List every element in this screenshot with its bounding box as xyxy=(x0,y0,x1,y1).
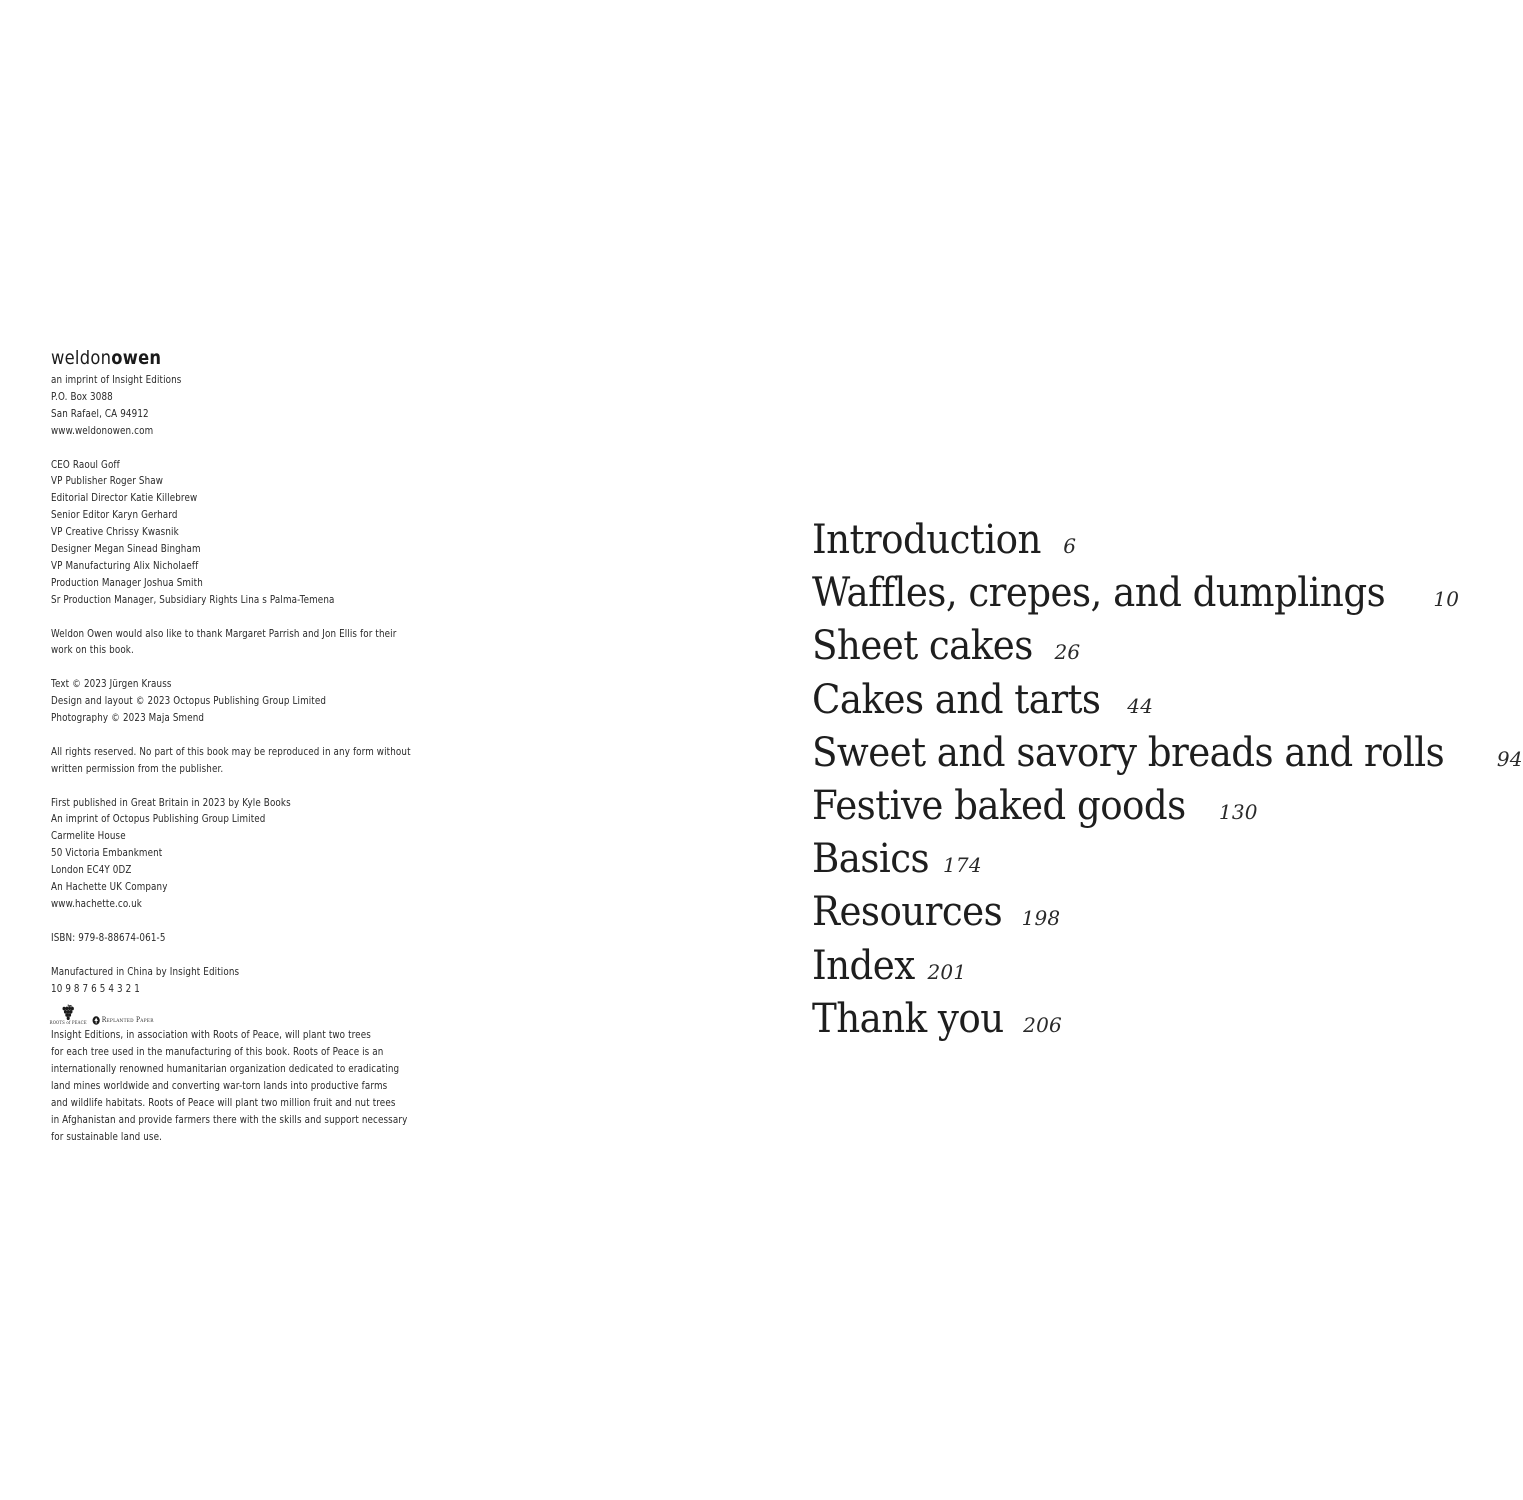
toc-entry-thank-you xyxy=(812,990,1523,1043)
first-published-line: 50 Victoria Embankment xyxy=(51,848,163,860)
toc-page-number: 26 xyxy=(1054,640,1081,665)
note-line: and wildlife habitats. Roots of Peace will plant two million fruit and nut trees xyxy=(51,1098,396,1110)
toc-page-number: 130 xyxy=(1218,799,1258,824)
toc-page-number: 44 xyxy=(1127,693,1154,718)
credit-line: VP Creative Chrissy Kwasnik xyxy=(51,527,179,539)
rights-line: written permission from the publisher. xyxy=(51,763,224,775)
first-published-line: www.hachette.co.uk xyxy=(51,899,142,911)
toc-page-number: 198 xyxy=(1021,906,1061,931)
copyright-line: Photography © 2023 Maja Smend xyxy=(51,713,205,725)
credit-line: CEO Raoul Goff xyxy=(51,459,120,471)
toc-page-number: 94 xyxy=(1496,746,1523,771)
toc-title: Resources xyxy=(812,889,1003,936)
spacer xyxy=(51,441,395,458)
publisher-logo xyxy=(51,346,395,370)
toc-entry-resources xyxy=(812,883,1523,936)
roots-of-peace-label: ROOTS of PEACE xyxy=(49,1021,87,1027)
note-line: for each tree used in the manufacturing of this book. Roots of Peace is an xyxy=(51,1047,384,1059)
toc-title: Sweet and savory breads and rolls xyxy=(812,729,1445,776)
note-line: land mines worldwide and converting war-torn lands into productive farms xyxy=(51,1081,388,1093)
credit-line: VP Manufacturing Alix Nicholaeff xyxy=(51,560,199,572)
credits-list xyxy=(51,458,395,610)
address-line: P.O. Box 3088 xyxy=(51,391,113,403)
grape-cluster-icon xyxy=(61,1004,75,1021)
toc-title: Index xyxy=(812,942,915,989)
first-published-line: First published in Great Britain in 2023 by Kyle Books xyxy=(51,797,291,809)
publisher-address xyxy=(51,373,395,441)
spacer xyxy=(51,948,395,965)
roots-of-peace-note xyxy=(51,1028,408,1146)
partner-logos xyxy=(51,1002,395,1028)
spacer xyxy=(51,660,395,677)
copyright-page xyxy=(49,346,411,1147)
copyright-line: Text © 2023 Jürgen Krauss xyxy=(51,679,172,691)
toc-entry-waffles xyxy=(812,564,1523,617)
printing-number-line: 10 9 8 7 6 5 4 3 2 1 xyxy=(51,983,140,995)
address-line: an imprint of Insight Editions xyxy=(51,375,182,386)
isbn: ISBN: 979-8-88674-061-5 xyxy=(51,932,166,944)
toc-entry-cakes-and-tarts xyxy=(812,671,1523,724)
toc-page-number: 206 xyxy=(1023,1012,1062,1037)
credit-line: Senior Editor Karyn Gerhard xyxy=(51,510,178,522)
first-published-block xyxy=(51,796,395,914)
credit-line: VP Publisher Roger Shaw xyxy=(51,476,164,488)
toc-entry-breads-and-rolls xyxy=(812,724,1523,777)
acknowledgement xyxy=(51,627,395,661)
spacer xyxy=(51,779,395,796)
first-published-line: An imprint of Octopus Publishing Group Limited xyxy=(51,814,266,826)
first-published-line: London EC4Y 0DZ xyxy=(51,865,132,877)
credit-line: Production Manager Joshua Smith xyxy=(51,577,203,589)
address-line: www.weldonowen.com xyxy=(51,425,154,437)
replanted-paper-label: Replanted Paper xyxy=(101,1015,154,1024)
rights-notice xyxy=(51,745,411,779)
roots-of-peace-logo xyxy=(51,1004,85,1026)
toc-page-number: 10 xyxy=(1433,587,1460,612)
spacer xyxy=(51,914,395,931)
note-line: for sustainable land use. xyxy=(51,1131,163,1143)
credit-line: Editorial Director Katie Killebrew xyxy=(51,493,198,505)
table-of-contents xyxy=(812,511,1523,1043)
first-published-line: Carmelite House xyxy=(51,831,126,843)
acknowledgement-line: work on this book. xyxy=(51,645,134,657)
publisher-logo-bold: owen xyxy=(111,347,162,369)
copyright-notices xyxy=(51,677,395,728)
toc-entry-basics xyxy=(812,830,1523,883)
toc-entry-festive-baked-goods xyxy=(812,777,1523,830)
note-line: in Afghanistan and provide farmers there with the skills and support necessary xyxy=(51,1114,408,1126)
toc-page-number: 6 xyxy=(1063,534,1077,558)
acknowledgement-line: Weldon Owen would also like to thank Margaret Parrish and Jon Ellis for their xyxy=(51,628,397,640)
toc-page-number: 174 xyxy=(943,853,982,878)
spacer xyxy=(51,728,395,745)
credit-line: Designer Megan Sinead Bingham xyxy=(51,544,201,556)
first-published-line: An Hachette UK Company xyxy=(51,882,168,894)
manufacturing-block xyxy=(51,965,395,999)
toc-title: Festive baked goods xyxy=(812,782,1186,829)
toc-title: Introduction xyxy=(812,517,1041,563)
toc-title: Cakes and tarts xyxy=(812,676,1101,723)
manufacturing-line: Manufactured in China by Insight Editions xyxy=(51,966,240,978)
toc-entry-sheet-cakes xyxy=(812,617,1523,670)
toc-entry-introduction xyxy=(812,511,1523,564)
copyright-line: Design and layout © 2023 Octopus Publishing Group Limited xyxy=(51,696,327,708)
tree-seal-icon xyxy=(92,1016,100,1025)
toc-title: Thank you xyxy=(812,995,1004,1042)
toc-title: Basics xyxy=(812,836,930,883)
note-line: Insight Editions, in association with Roots of Peace, will plant two trees xyxy=(51,1030,371,1042)
publisher-logo-light: weldon xyxy=(51,347,112,369)
toc-title: Sheet cakes xyxy=(812,623,1033,670)
toc-page-number: 201 xyxy=(927,959,967,984)
note-line: internationally renowned humanitarian organization dedicated to eradicating xyxy=(51,1064,400,1076)
credit-line: Sr Production Manager, Subsidiary Rights Lina s Palma-Temena xyxy=(51,594,335,606)
toc-title: Waffles, crepes, and dumplings xyxy=(812,570,1386,617)
rights-line: All rights reserved. No part of this book may be reproduced in any form without xyxy=(51,746,411,758)
spacer xyxy=(51,610,395,627)
toc-entry-index xyxy=(812,937,1523,990)
replanted-paper-logo xyxy=(92,1012,153,1029)
address-line: San Rafael, CA 94912 xyxy=(51,408,149,420)
